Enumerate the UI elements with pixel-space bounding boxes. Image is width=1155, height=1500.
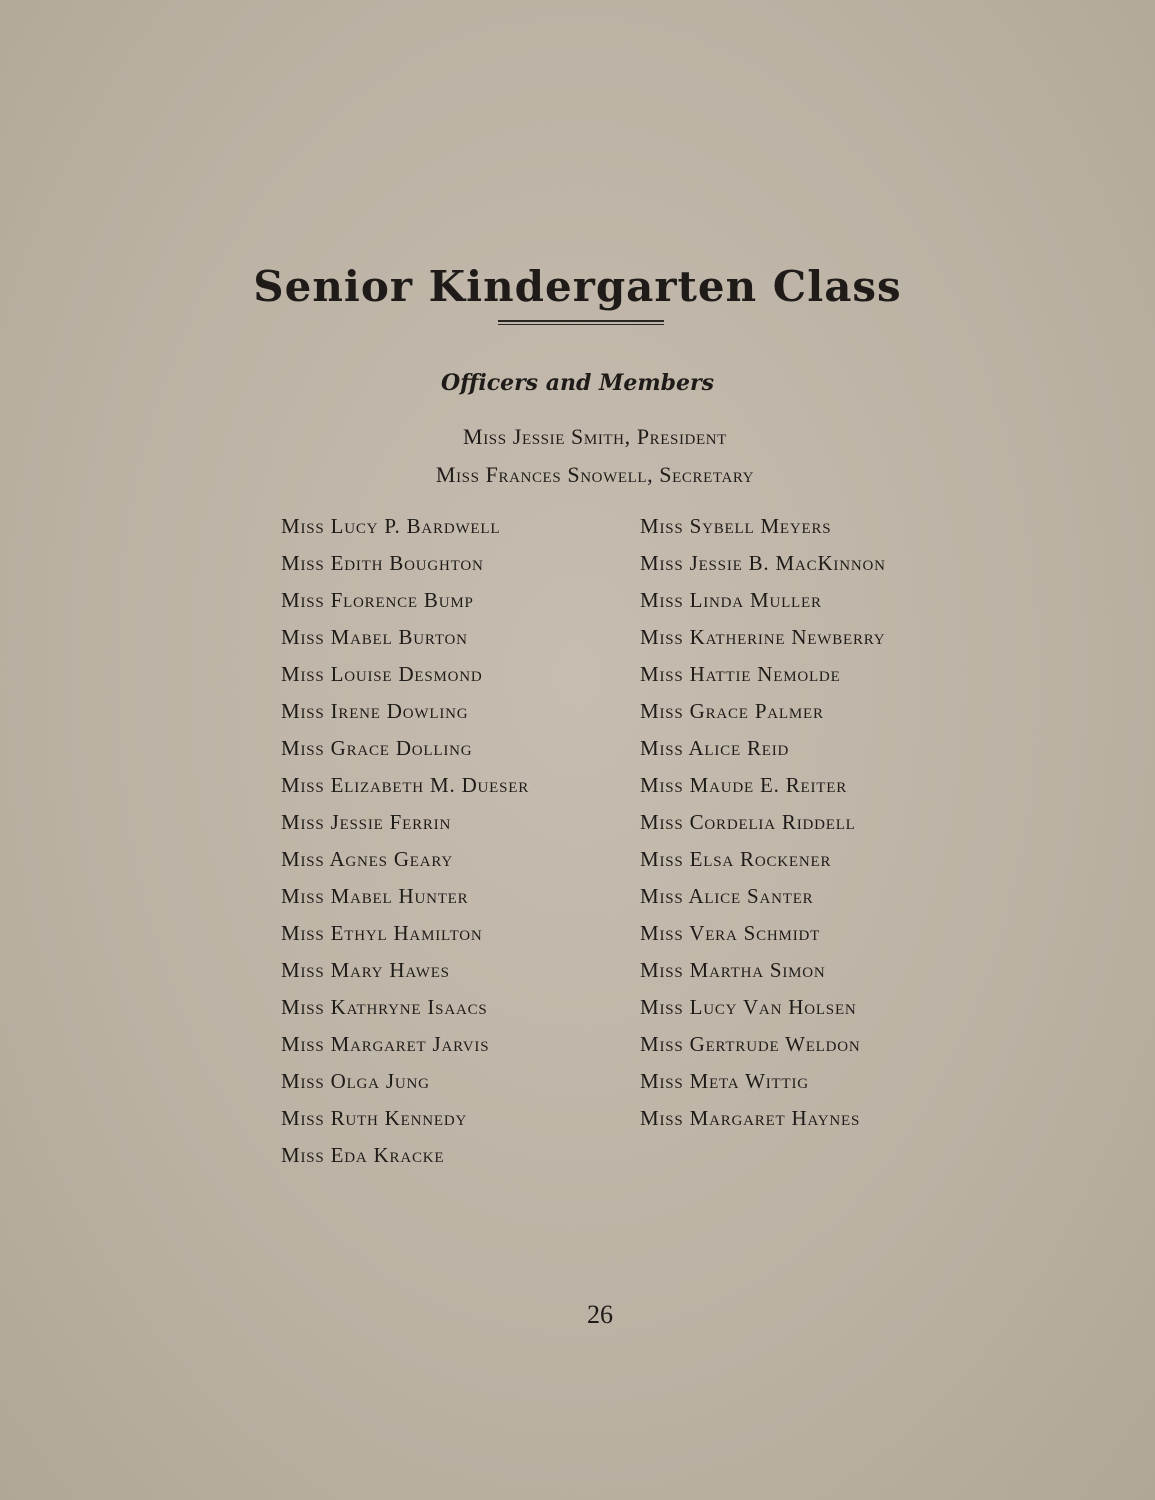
member-name: Miss Lucy P. Bardwell (281, 514, 501, 538)
member-name: Miss Mabel Burton (281, 625, 468, 649)
officer-secretary: Miss Frances Snowell, Secretary (435, 462, 755, 487)
member-name: Miss Margaret Jarvis (281, 1032, 490, 1056)
members-list-left (281, 513, 529, 1179)
member-name: Miss Edith Boughton (281, 551, 484, 575)
member-name: Miss Vera Schmidt (640, 921, 821, 945)
member-name: Miss Katherine Newberry (640, 625, 886, 649)
page-title: Senior Kindergarten Class (253, 262, 902, 311)
member-name: Miss Martha Simon (640, 958, 826, 982)
member-name: Miss Margaret Haynes (640, 1106, 861, 1130)
member-name: Miss Agnes Geary (281, 847, 453, 871)
member-name: Miss Ruth Kennedy (281, 1106, 468, 1130)
member-name: Miss Louise Desmond (281, 662, 483, 686)
officer-president: Miss Jessie Smith, President (463, 424, 727, 449)
member-name: Miss Hattie Nemolde (640, 662, 841, 686)
member-name: Miss Grace Palmer (640, 699, 824, 723)
member-name: Miss Cordelia Riddell (640, 810, 856, 834)
page-number: 26 (587, 1300, 613, 1329)
member-name: Miss Kathryne Isaacs (281, 995, 488, 1019)
member-name: Miss Jessie Ferrin (281, 810, 452, 834)
member-name: Miss Alice Santer (640, 884, 814, 908)
member-name: Miss Mary Hawes (281, 958, 450, 982)
member-name: Miss Elsa Rockener (640, 847, 832, 871)
member-name: Miss Irene Dowling (281, 699, 469, 723)
member-name: Miss Jessie B. MacKinnon (640, 551, 886, 575)
title-underline (498, 320, 664, 325)
member-name: Miss Linda Muller (640, 588, 822, 612)
member-name: Miss Gertrude Weldon (640, 1032, 861, 1056)
section-subtitle: Officers and Members (440, 370, 715, 396)
member-name: Miss Grace Dolling (281, 736, 473, 760)
members-list-right (640, 513, 886, 1142)
member-name: Miss Lucy Van Holsen (640, 995, 857, 1019)
member-name: Miss Ethyl Hamilton (281, 921, 483, 945)
member-name: Miss Olga Jung (281, 1069, 430, 1093)
member-name: Miss Sybell Meyers (640, 514, 832, 538)
member-name: Miss Florence Bump (281, 588, 474, 612)
member-name: Miss Mabel Hunter (281, 884, 469, 908)
member-name: Miss Maude E. Reiter (640, 773, 848, 797)
member-name: Miss Meta Wittig (640, 1069, 809, 1093)
member-name: Miss Eda Kracke (281, 1143, 445, 1167)
member-name: Miss Alice Reid (640, 736, 790, 760)
member-name: Miss Elizabeth M. Dueser (281, 773, 530, 797)
